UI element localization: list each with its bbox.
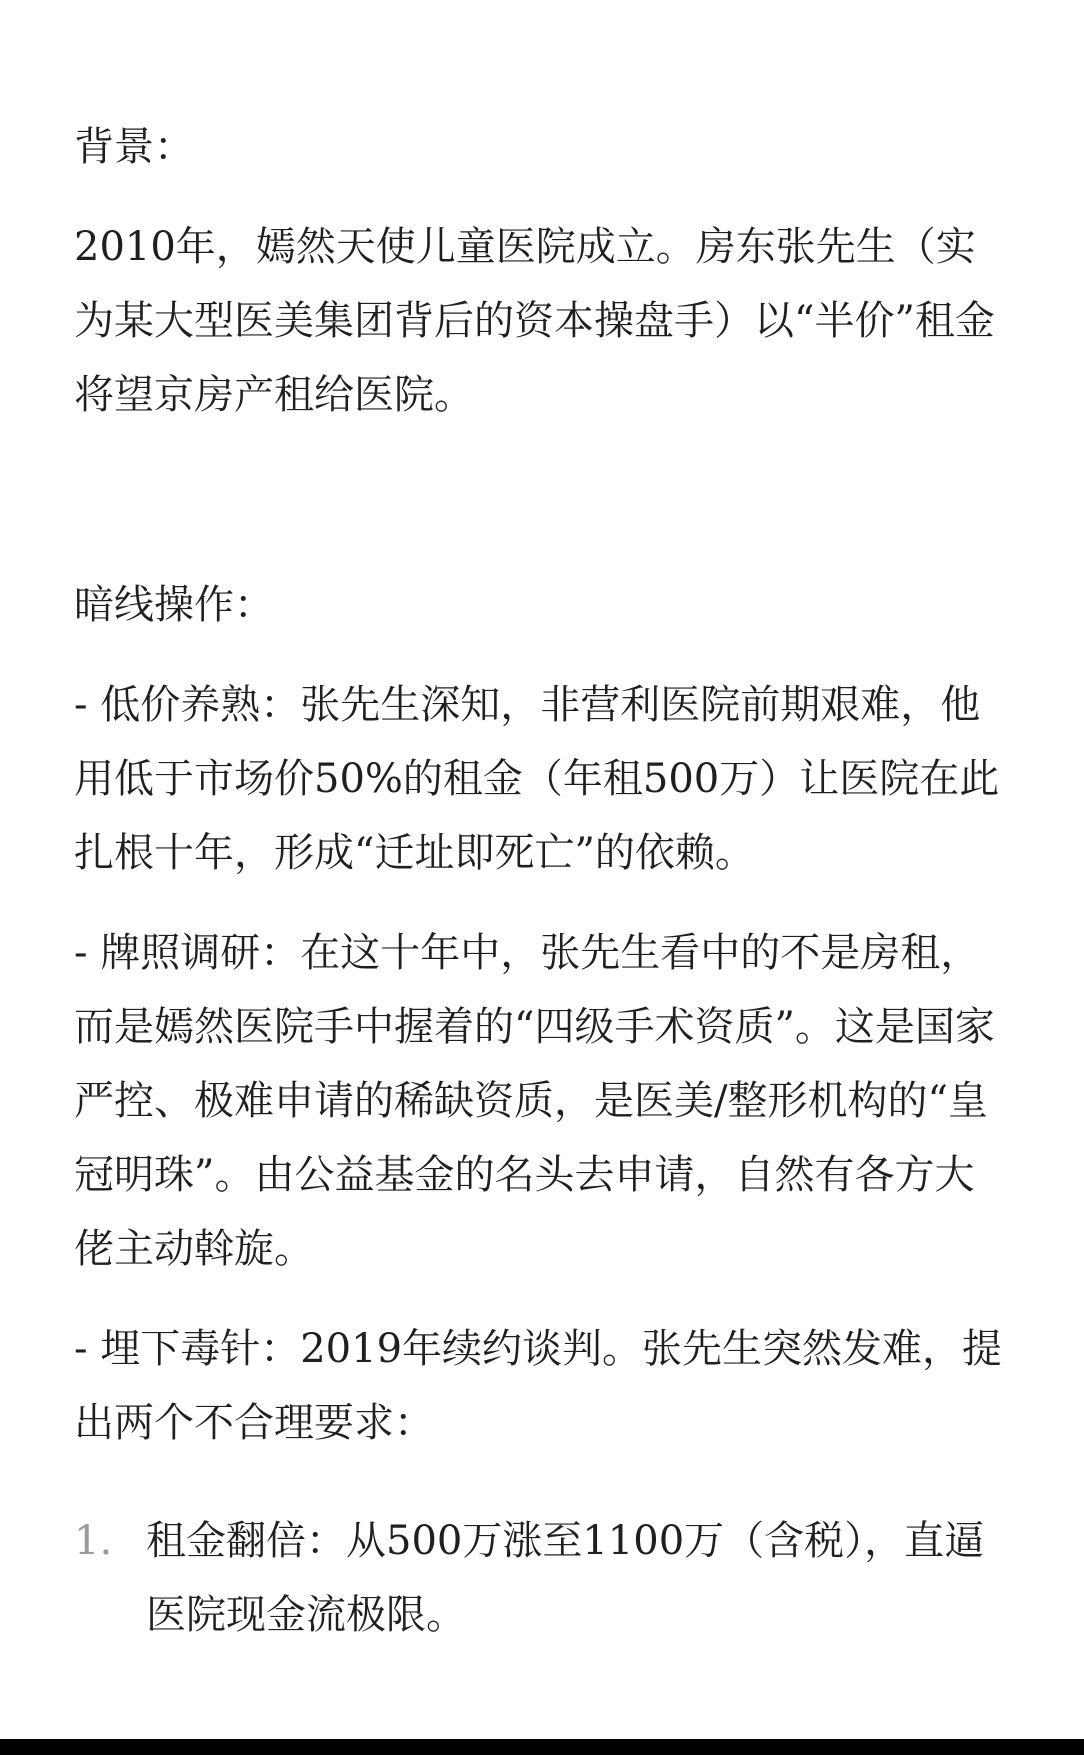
list-item-number: 1. [74, 1518, 113, 1564]
bottom-bar [0, 1739, 1084, 1755]
list-item [74, 1504, 1014, 1652]
background-heading: 背景： [74, 124, 194, 170]
article-body [74, 110, 1014, 1652]
background-paragraph: 2010年，嫣然天使儿童医院成立。房东张先生（实为某大型医美集团背后的资本操盘手）以“半价”租金将望京房产租给医院。 [74, 224, 995, 418]
list-item-text: 租金翻倍：从500万涨至1100万（含税），直逼医院现金流极限。 [146, 1518, 985, 1638]
operation-item-low-price: - 低价养熟：张先生深知，非营利医院前期艰难，他用低于市场价50%的租金（年租500万）让医院在此扎根十年，形成“迁址即死亡”的依赖。 [74, 682, 1000, 876]
operation-item-poison-needle: - 埋下毒针：2019年续约谈判。张先生突然发难，提出两个不合理要求： [74, 1326, 1003, 1446]
operation-item-license: - 牌照调研：在这十年中，张先生看中的不是房租，而是嫣然医院手中握着的“四级手术资质”。这是国家严控、极难申请的稀缺资质，是医美/整形机构的“皇冠明珠”。由公益基金的名头去申请，自然有各方大佬主动斡旋。 [74, 930, 995, 1272]
section-spacer [74, 458, 1014, 568]
requirements-list [74, 1504, 1014, 1652]
operations-heading: 暗线操作： [74, 582, 274, 628]
